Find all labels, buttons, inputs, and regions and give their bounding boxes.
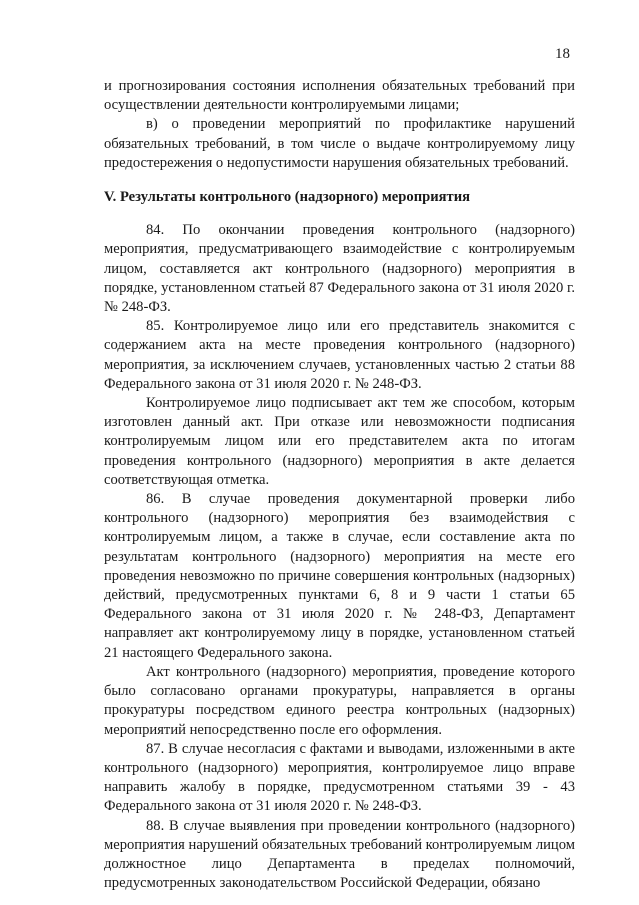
paragraph: 85. Контролируемое лицо или его представитель знакомится с содержанием акта на месте проведения контрольного (надзорного) мероприятия, за исключением случаев, установленных частью 2 статьи 88 Федерального закона от 31 июля 2020 г. № 248-ФЗ.: [104, 318, 575, 392]
paragraph: в) о проведении мероприятий по профилактике нарушений обязательных требований, в том числе о выдаче контролируемому лицу предостережения о недопустимости нарушения обязательных требований.: [104, 116, 575, 171]
section-heading: V. Результаты контрольного (надзорного) мероприятия: [104, 189, 471, 206]
paragraph: и прогнозирования состояния исполнения обязательных требований при осуществлении деятельности контролируемыми лицами;: [104, 78, 575, 114]
paragraph: Акт контрольного (надзорного) мероприятия, проведение которого было согласовано органами прокуратуры, направляется в органы прокуратуры посредством единого реестра контрольных (надзорных) мероприятий непосредственно после его оформления.: [104, 663, 575, 738]
paragraph: 86. В случае проведения документарной проверки либо контрольного (надзорного) мероприятия без взаимодействия с контролируемым лицом, а также в случае, если составление акта по результатам контрольного (надзорного) мероприятия на месте его проведения невозможно по причине совершения контрольных (надзорных) действий, предусмотренных пунктами 6, 8 и 9 части 1 статьи 65 Федерального закона от 31 июля 2020 г. № 248-ФЗ, Департамент направляет акт контролируемому лицу в порядке, установленном статьей 21 настоящего Федерального закона.: [104, 491, 575, 661]
paragraph: 88. В случае выявления при проведении контрольного (надзорного) мероприятия нарушений обязательных требований контролируемым лицом должностное лицо Департамента в пределах полномочий, предусмотренных законодательством Российской Федерации, обязано: [104, 817, 575, 892]
page-number: 18: [555, 46, 570, 62]
document-body: [104, 77, 575, 893]
paragraph: 87. В случае несогласия с фактами и выводами, изложенными в акте контрольного (надзорного) мероприятия, контролируемое лицо вправе направить жалобу в порядке, предусмотренном статьями 39 - 43 Федерального закона от 31 июля 2020 г. № 248-ФЗ.: [104, 740, 575, 815]
paragraph: 84. По окончании проведения контрольного (надзорного) мероприятия, предусматривающего взаимодействие с контролируемым лицом, составляется акт контрольного (надзорного) мероприятия в порядке, установленном статьей 87 Федерального закона от 31 июля 2020 г. № 248-ФЗ.: [104, 222, 575, 316]
paragraph: Контролируемое лицо подписывает акт тем же способом, которым изготовлен данный акт. При отказе или невозможности подписания контролируемым лицом или его представителем акта по итогам проведения контрольного (надзорного) мероприятия в акте делается соответствующая отметка.: [104, 395, 575, 488]
